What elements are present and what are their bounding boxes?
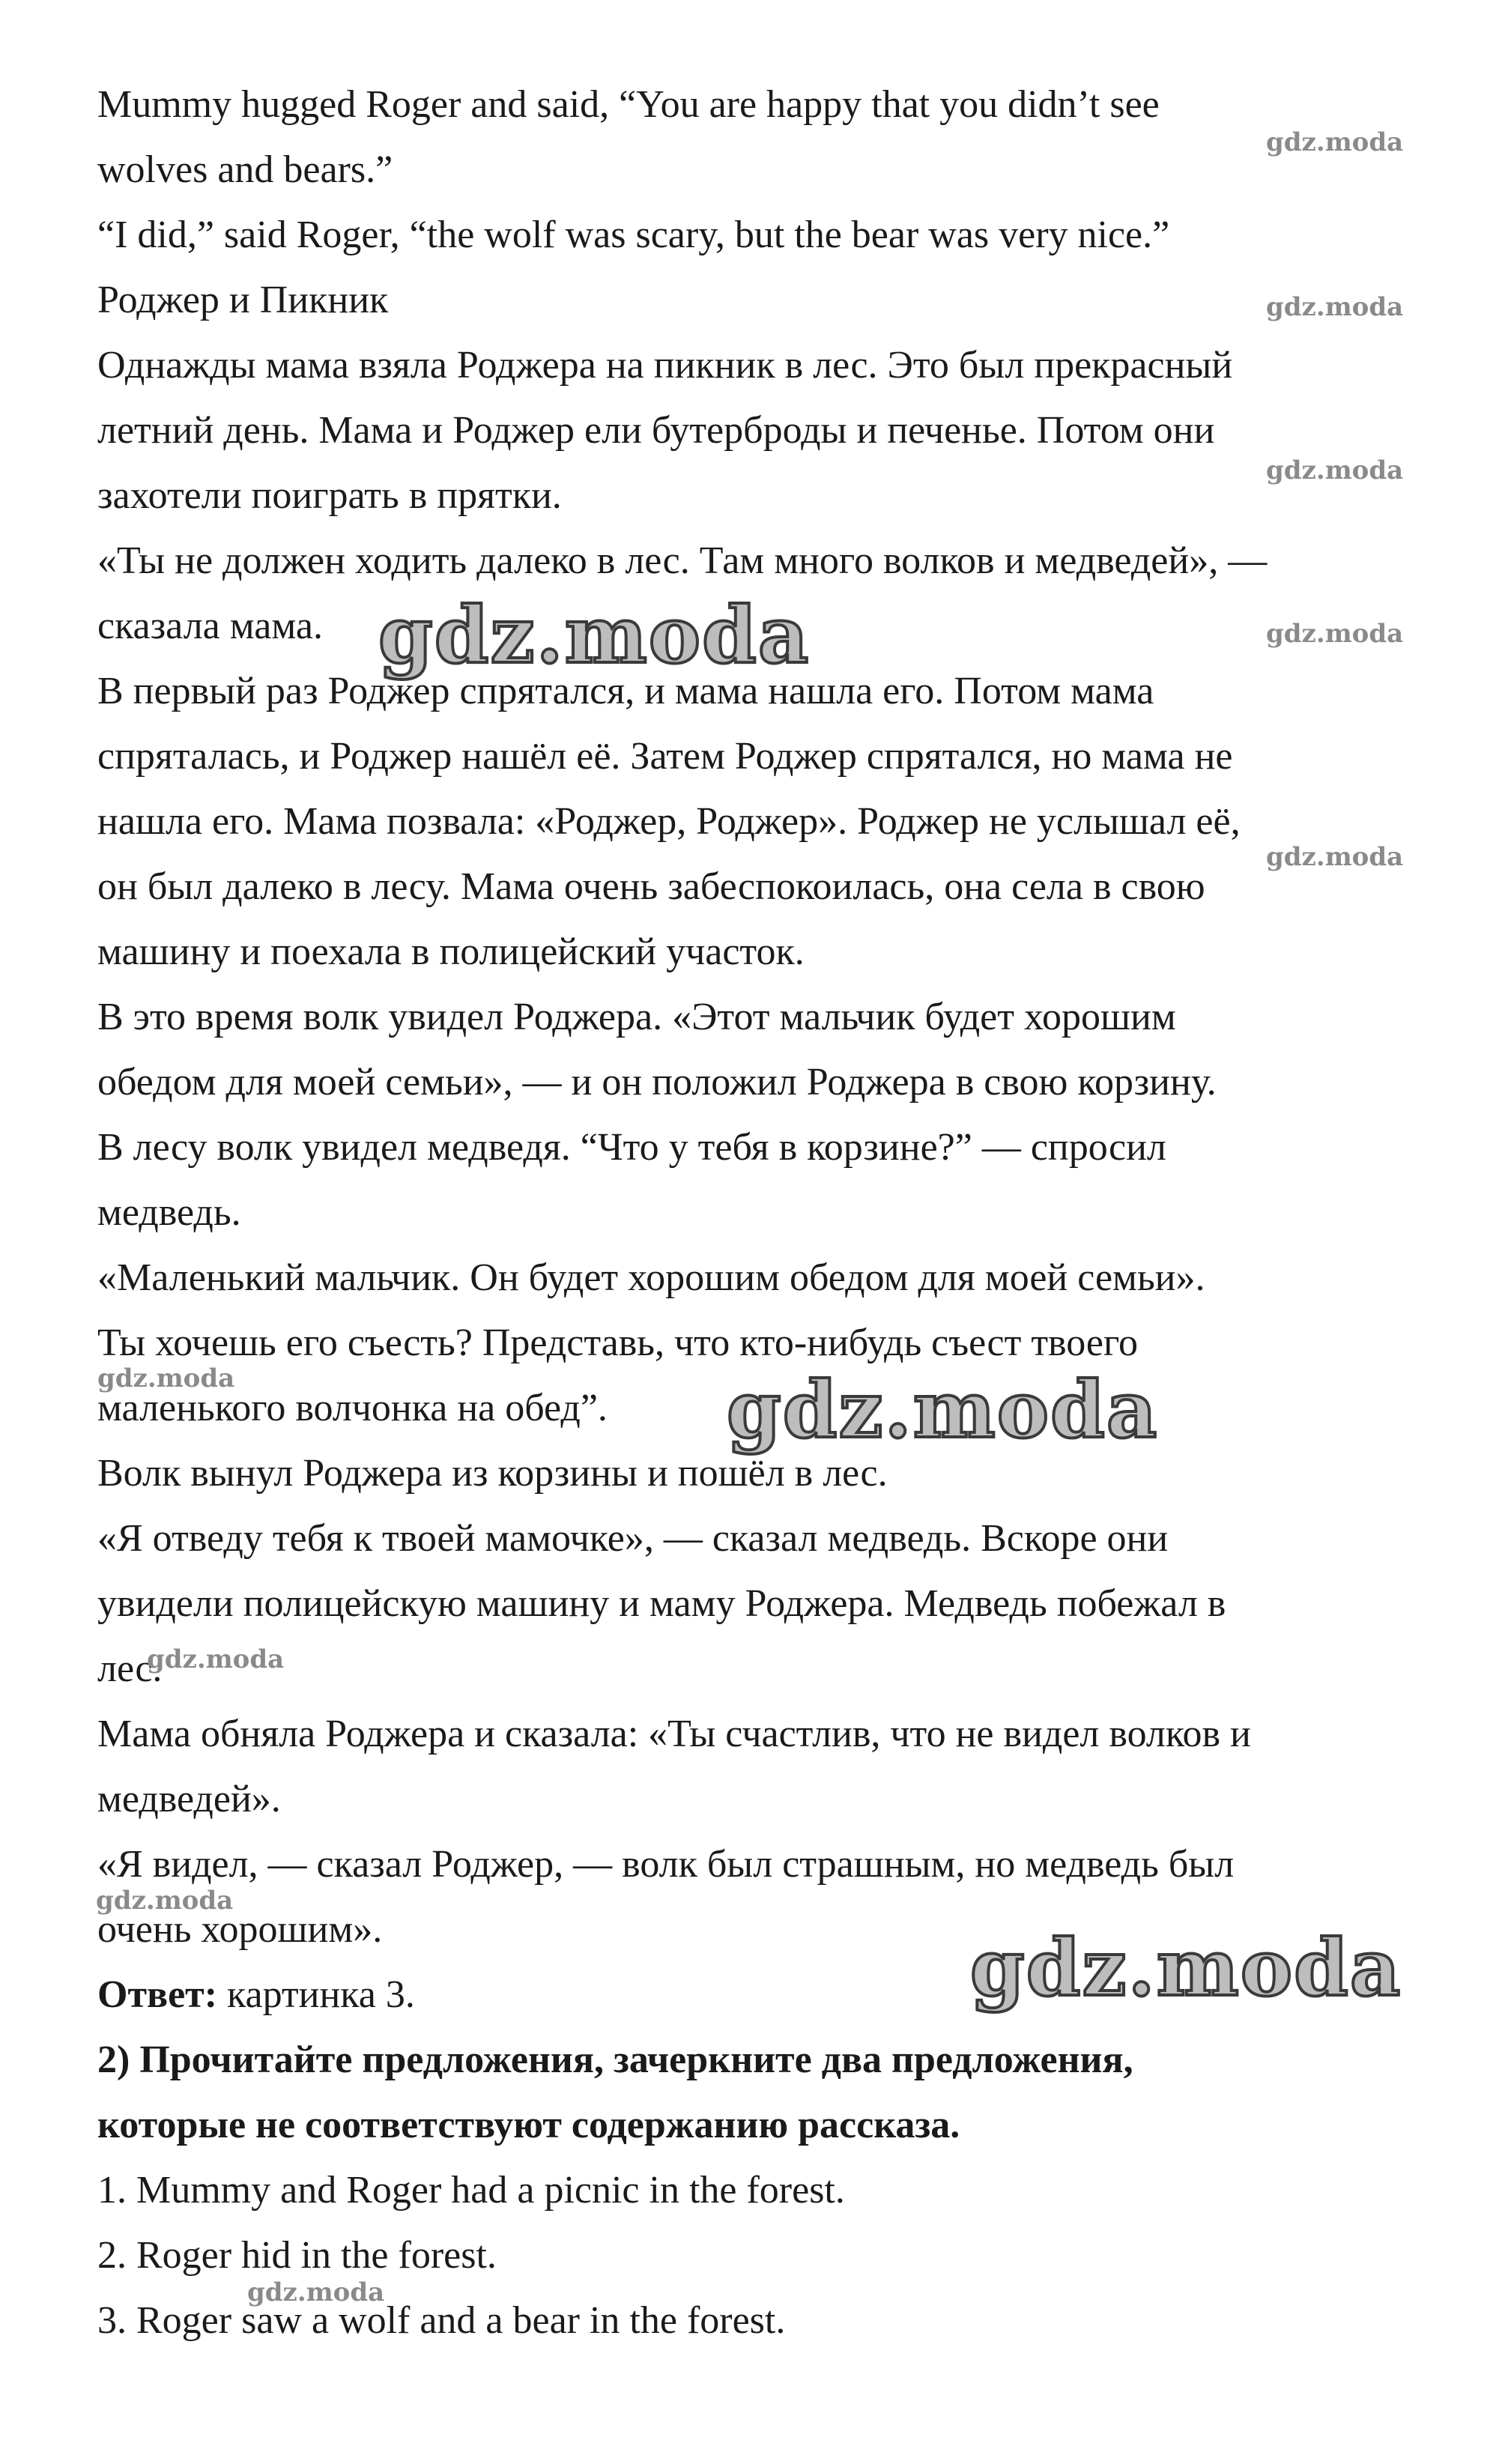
list-item: 1. Mummy and Roger had a picnic in the forest. (97, 2169, 845, 2212)
watermark-small: gdz.moda (97, 1363, 235, 1393)
task-heading: 2) Прочитайте предложения, зачеркните два предложения, (97, 2038, 1133, 2081)
text-line: сказала мама. (97, 605, 324, 647)
text-line: «Я видел, — сказал Роджер, — волк был страшным, но медведь был (97, 1843, 1235, 1886)
text-line: wolves and bears.” (97, 148, 393, 191)
text-line: В лесу волк увидел медведя. “Что у тебя в корзине?” — спросил (97, 1126, 1166, 1169)
text-line: обедом для моей семьи», — и он положил Роджера в свою корзину. (97, 1061, 1217, 1104)
text-line: «Маленький мальчик. Он будет хорошим обедом для моей семьи». (97, 1256, 1205, 1299)
story-title: Роджер и Пикник (97, 279, 389, 321)
text-line: В первый раз Роджер спрятался, и мама нашла его. Потом мама (97, 670, 1154, 712)
text-line: Волк вынул Роджера из корзины и пошёл в лес. (97, 1452, 888, 1495)
text-line: увидели полицейскую машину и маму Роджера. Медведь побежал в (97, 1582, 1226, 1625)
text-line: машину и поехала в полицейский участок. (97, 930, 805, 973)
task-heading-cont: которые не соответствуют содержанию рассказа. (97, 2104, 960, 2146)
watermark-small: gdz.moda (1266, 455, 1404, 485)
watermark-small: gdz.moda (96, 1886, 234, 1916)
watermark-large: gdz.moda (378, 589, 811, 681)
list-item: 3. Roger saw a wolf and a bear in the forest. (97, 2299, 786, 2342)
watermark-small: gdz.moda (147, 1644, 285, 1674)
answer-text: картинка 3. (217, 1973, 415, 2016)
text-line: медведь. (97, 1191, 241, 1234)
text-line: летний день. Мама и Роджер ели бутерброды и печенье. Потом они (97, 409, 1215, 452)
watermark-small: gdz.moda (247, 2277, 385, 2307)
text-line: Мама обняла Роджера и сказала: «Ты счастлив, что не видел волков и (97, 1713, 1251, 1755)
text-line: «Ты не должен ходить далеко в лес. Там много волков и медведей», — (97, 539, 1268, 582)
text-line: маленького волчонка на обед”. (97, 1387, 608, 1429)
watermark-small: gdz.moda (1266, 292, 1404, 322)
text-line: медведей». (97, 1778, 281, 1820)
text-line: Ты хочешь его съесть? Представь, что кто-нибудь съест твоего (97, 1322, 1138, 1364)
watermark-large: gdz.moda (970, 1922, 1402, 2014)
text-line: нашла его. Мама позвала: «Роджер, Роджер». Роджер не услышал её, (97, 800, 1241, 843)
watermark-small: gdz.moda (1266, 127, 1404, 157)
text-line: В это время волк увидел Роджера. «Этот мальчик будет хорошим (97, 996, 1176, 1038)
text-line: очень хорошим». (97, 1908, 383, 1951)
text-line: лес. (97, 1647, 163, 1690)
watermark-small: gdz.moda (1266, 619, 1404, 649)
text-line: Mummy hugged Roger and said, “You are happy that you didn’t see (97, 83, 1160, 126)
text-line: Однажды мама взяла Роджера на пикник в лес. Это был прекрасный (97, 344, 1233, 387)
watermark-small: gdz.moda (1266, 842, 1404, 872)
text-line: “I did,” said Roger, “the wolf was scary, but the bear was very nice.” (97, 214, 1170, 256)
text-line: он был далеко в лесу. Мама очень забеспокоилась, она села в свою (97, 865, 1205, 908)
text-line: захотели поиграть в прятки. (97, 474, 562, 517)
text-line: «Я отведу тебя к твоей мамочке», — сказал медведь. Вскоре они (97, 1517, 1169, 1560)
answer-label: Ответ: (97, 1973, 218, 2016)
list-item: 2. Roger hid in the forest. (97, 2234, 497, 2277)
watermark-large: gdz.moda (727, 1363, 1159, 1456)
text-line: спряталась, и Роджер нашёл её. Затем Роджер спрятался, но мама не (97, 735, 1233, 778)
